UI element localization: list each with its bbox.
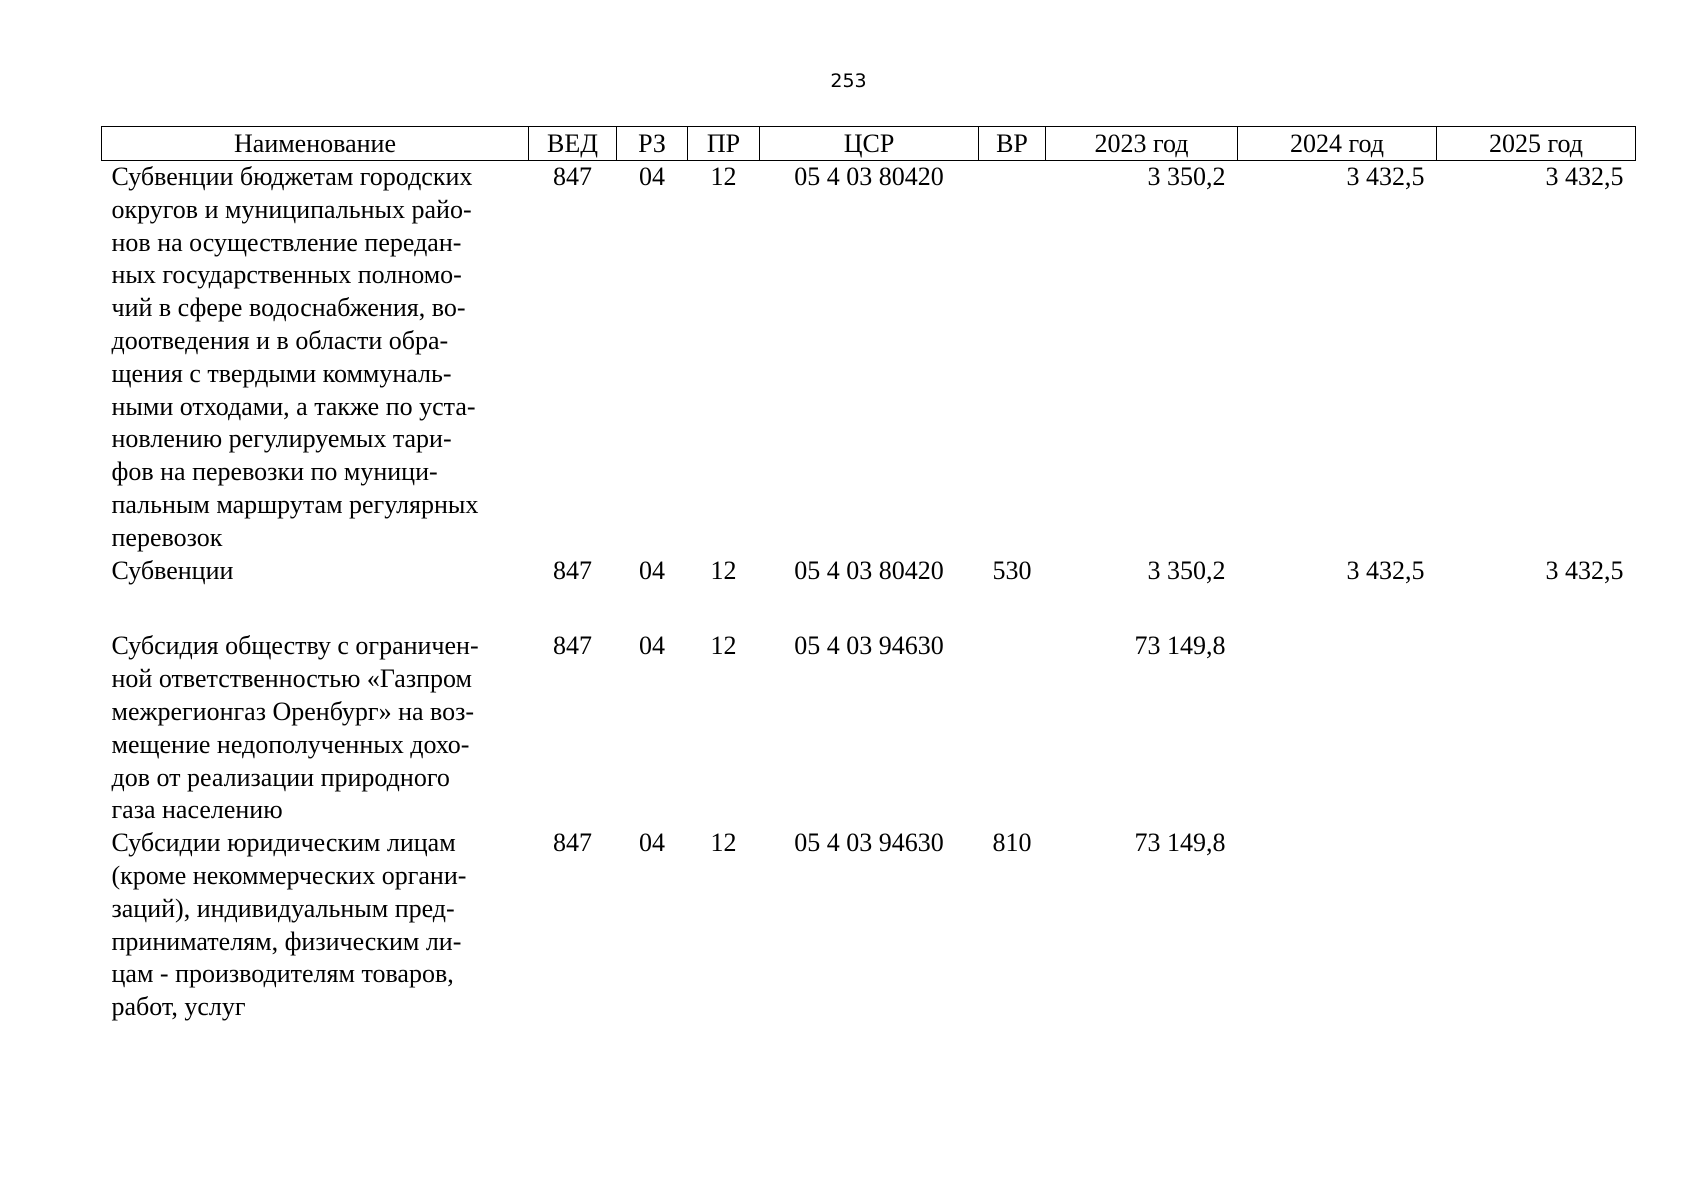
row-ved: 847 [553, 828, 592, 858]
row-vr [979, 630, 1046, 827]
row-csr: 05 4 03 94630 [794, 631, 944, 661]
row-rz: 04 [639, 555, 665, 585]
row-ved: 847 [553, 631, 592, 661]
header-2025: 2025 год [1437, 127, 1636, 161]
budget-table [101, 126, 1636, 1024]
row-2023: 3 350,2 [1147, 162, 1226, 191]
name-line: пальным маршрутам регулярных [111, 489, 479, 519]
row-2025 [1437, 827, 1636, 1024]
row-2025: 3 432,5 [1545, 162, 1624, 191]
name-line: фов на перевозки по муници- [111, 457, 438, 487]
page-number: 253 [830, 70, 867, 92]
name-line: дов от реализации природного [111, 762, 450, 792]
row-csr: 05 4 03 94630 [794, 828, 944, 858]
table-header-row [102, 127, 1636, 161]
name-line: щения с твердыми коммуналь- [111, 358, 452, 388]
name-line: заций), индивидуальным пред- [111, 893, 455, 923]
table-row [102, 630, 1636, 827]
name-line: Субвенции бюджетам городских [111, 162, 473, 191]
row-csr: 05 4 03 80420 [794, 555, 944, 585]
name-line: мещение недополученных дохо- [111, 729, 470, 759]
name-line: Субсидия обществу с ограничен- [111, 631, 479, 661]
row-rz: 04 [639, 828, 665, 858]
row-pr: 12 [710, 828, 737, 858]
row-pr: 12 [710, 162, 737, 191]
row-name [102, 630, 529, 827]
row-ved: 847 [553, 162, 592, 191]
name-line: округов и муниципальных райо- [111, 194, 472, 224]
name-line: перевозок [111, 522, 223, 552]
row-vr [979, 161, 1046, 555]
row-2023: 73 149,8 [1134, 631, 1226, 661]
table-row [102, 161, 1636, 555]
row-vr: 530 [992, 555, 1032, 585]
name-line: работ, услуг [111, 992, 246, 1022]
row-name [102, 555, 529, 631]
row-ved: 847 [553, 555, 592, 585]
name-line: (кроме некоммерческих органи- [111, 860, 467, 890]
name-line: принимателям, физическим ли- [111, 926, 462, 956]
header-rz: РЗ [617, 127, 688, 161]
header-pr: ПР [688, 127, 760, 161]
row-2023: 73 149,8 [1134, 828, 1226, 858]
name-line: нов на осуществление передан- [111, 227, 462, 257]
name-line: Субсидии юридическим лицам [111, 828, 456, 858]
header-ved: ВЕД [529, 127, 617, 161]
name-line: доотведения и в области обра- [111, 325, 449, 355]
name-line: межрегионгаз Оренбург» на воз- [111, 696, 475, 726]
row-vr: 810 [992, 828, 1032, 858]
name-line: ных государственных полномо- [111, 260, 462, 290]
row-2023: 3 350,2 [1147, 555, 1226, 585]
row-rz: 04 [639, 162, 665, 191]
header-2024: 2024 год [1238, 127, 1437, 161]
name-line: Субвенции [111, 555, 234, 585]
table-row [102, 555, 1636, 631]
row-2024: 3 432,5 [1346, 555, 1425, 585]
row-2024 [1238, 827, 1437, 1024]
row-name [102, 827, 529, 1024]
header-2023: 2023 год [1046, 127, 1238, 161]
header-vr: ВР [979, 127, 1046, 161]
name-line: ной ответственностью «Газпром [111, 664, 472, 694]
row-2025 [1437, 630, 1636, 827]
row-2024 [1238, 630, 1437, 827]
row-2024: 3 432,5 [1346, 162, 1425, 191]
name-line: новлению регулируемых тари- [111, 424, 452, 454]
table-row [102, 827, 1636, 1024]
row-pr: 12 [710, 555, 737, 585]
row-csr: 05 4 03 80420 [794, 162, 944, 191]
name-line: чий в сфере водоснабжения, во- [111, 293, 466, 323]
header-csr: ЦСР [760, 127, 979, 161]
name-line: ными отходами, а также по уста- [111, 391, 476, 421]
name-line: газа населению [111, 795, 283, 825]
header-name: Наименование [102, 127, 529, 161]
row-name [102, 161, 529, 555]
row-pr: 12 [710, 631, 737, 661]
row-2025: 3 432,5 [1545, 555, 1624, 585]
name-line: цам - производителям товаров, [111, 959, 454, 989]
row-rz: 04 [639, 631, 665, 661]
